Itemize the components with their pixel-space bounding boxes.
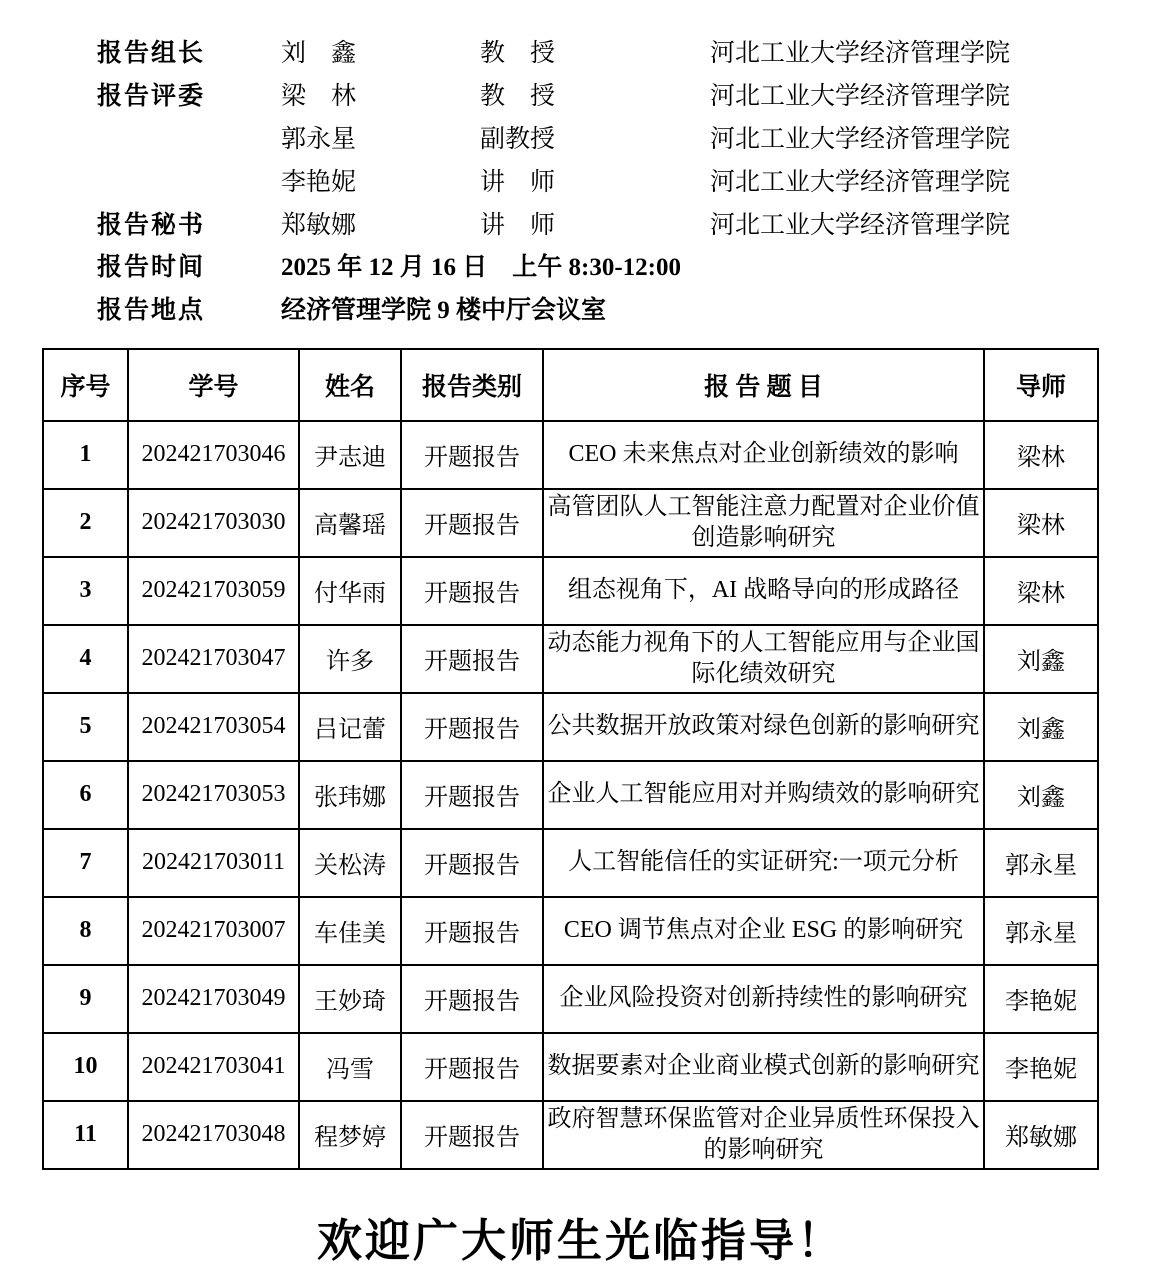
cell-student-id: 202421703046 — [128, 421, 299, 489]
header-report-type: 报告类别 — [401, 349, 543, 421]
cell-no: 4 — [43, 625, 128, 693]
table-row — [43, 625, 1098, 693]
leader-org: 河北工业大学经济管理学院 — [710, 40, 1011, 68]
table-header-row — [43, 349, 1098, 421]
cell-advisor: 刘鑫 — [984, 761, 1098, 829]
cell-advisor: 刘鑫 — [984, 693, 1098, 761]
judge-3-org: 河北工业大学经济管理学院 — [710, 168, 1011, 196]
report-info-block — [97, 30, 1162, 330]
judge-1-name: 梁 林 — [281, 83, 357, 111]
info-row-place — [97, 287, 1162, 330]
cell-name: 王妙琦 — [299, 965, 401, 1033]
cell-no: 7 — [43, 829, 128, 897]
cell-name: 车佳美 — [299, 897, 401, 965]
cell-name: 许多 — [299, 625, 401, 693]
cell-student-id: 202421703049 — [128, 965, 299, 1033]
cell-report-type: 开题报告 — [401, 421, 543, 489]
secretary-name: 郑敏娜 — [281, 211, 357, 239]
header-advisor: 导师 — [984, 349, 1098, 421]
cell-report-type: 开题报告 — [401, 897, 543, 965]
info-row-leader — [97, 30, 1162, 73]
cell-student-id: 202421703047 — [128, 625, 299, 693]
header-no: 序号 — [43, 349, 128, 421]
info-row-time — [97, 244, 1162, 287]
secretary-title: 讲 师 — [480, 211, 556, 239]
cell-name: 关松涛 — [299, 829, 401, 897]
leader-name: 刘 鑫 — [281, 40, 357, 68]
leader-title: 教 授 — [480, 40, 556, 68]
table-row — [43, 965, 1098, 1033]
cell-report-title: CEO 调节焦点对企业 ESG 的影响研究 — [543, 897, 984, 965]
table-row — [43, 761, 1098, 829]
cell-name: 尹志迪 — [299, 421, 401, 489]
report-time-value: 2025 年 12 月 16 日 上午 8:30-12:00 — [281, 254, 681, 282]
judge-3-name: 李艳妮 — [281, 168, 357, 196]
cell-advisor: 梁林 — [984, 489, 1098, 557]
cell-report-type: 开题报告 — [401, 1033, 543, 1101]
cell-student-id: 202421703054 — [128, 693, 299, 761]
judge-1-org: 河北工业大学经济管理学院 — [710, 83, 1011, 111]
cell-report-type: 开题报告 — [401, 761, 543, 829]
cell-student-id: 202421703041 — [128, 1033, 299, 1101]
cell-report-title: 数据要素对企业商业模式创新的影响研究 — [543, 1033, 984, 1101]
table-row — [43, 693, 1098, 761]
cell-student-id: 202421703059 — [128, 557, 299, 625]
cell-report-title: 公共数据开放政策对绿色创新的影响研究 — [543, 693, 984, 761]
table-row — [43, 557, 1098, 625]
cell-advisor: 李艳妮 — [984, 1033, 1098, 1101]
cell-report-title: 高管团队人工智能注意力配置对企业价值创造影响研究 — [543, 489, 984, 557]
info-row-secretary — [97, 201, 1162, 244]
cell-report-title: 政府智慧环保监管对企业异质性环保投入的影响研究 — [543, 1101, 984, 1169]
cell-report-type: 开题报告 — [401, 693, 543, 761]
cell-report-type: 开题报告 — [401, 1101, 543, 1169]
cell-report-type: 开题报告 — [401, 625, 543, 693]
cell-student-id: 202421703007 — [128, 897, 299, 965]
cell-advisor: 郭永星 — [984, 897, 1098, 965]
info-label-leader: 报告组长 — [97, 40, 206, 68]
table-row — [43, 1101, 1098, 1169]
cell-no: 8 — [43, 897, 128, 965]
cell-advisor: 梁林 — [984, 557, 1098, 625]
cell-name: 付华雨 — [299, 557, 401, 625]
cell-no: 2 — [43, 489, 128, 557]
table-row — [43, 1033, 1098, 1101]
secretary-org: 河北工业大学经济管理学院 — [710, 211, 1011, 239]
cell-advisor: 梁林 — [984, 421, 1098, 489]
cell-student-id: 202421703030 — [128, 489, 299, 557]
info-row-judge-2 — [97, 116, 1162, 159]
cell-report-title: 动态能力视角下的人工智能应用与企业国际化绩效研究 — [543, 625, 984, 693]
cell-no: 10 — [43, 1033, 128, 1101]
cell-no: 9 — [43, 965, 128, 1033]
cell-name: 程梦婷 — [299, 1101, 401, 1169]
cell-name: 张玮娜 — [299, 761, 401, 829]
cell-no: 6 — [43, 761, 128, 829]
header-name: 姓名 — [299, 349, 401, 421]
table-row — [43, 897, 1098, 965]
cell-student-id: 202421703011 — [128, 829, 299, 897]
cell-report-title: 企业风险投资对创新持续性的影响研究 — [543, 965, 984, 1033]
info-row-judge-1 — [97, 73, 1162, 116]
cell-advisor: 郭永星 — [984, 829, 1098, 897]
info-label-judges: 报告评委 — [97, 83, 206, 111]
judge-1-title: 教 授 — [480, 83, 556, 111]
cell-advisor: 李艳妮 — [984, 965, 1098, 1033]
judge-3-title: 讲 师 — [480, 168, 556, 196]
cell-report-type: 开题报告 — [401, 965, 543, 1033]
cell-no: 3 — [43, 557, 128, 625]
table-row — [43, 489, 1098, 557]
header-student-id: 学号 — [128, 349, 299, 421]
judge-2-name: 郭永星 — [281, 125, 357, 153]
welcome-message: 欢迎广大师生光临指导！ — [316, 1215, 845, 1266]
table-row — [43, 829, 1098, 897]
cell-report-title: CEO 未来焦点对企业创新绩效的影响 — [543, 421, 984, 489]
cell-report-title: 企业人工智能应用对并购绩效的影响研究 — [543, 761, 984, 829]
report-place-value: 经济管理学院 9 楼中厅会议室 — [281, 297, 607, 325]
info-row-judge-3 — [97, 158, 1162, 201]
cell-student-id: 202421703053 — [128, 761, 299, 829]
cell-name: 高馨瑶 — [299, 489, 401, 557]
cell-advisor: 郑敏娜 — [984, 1101, 1098, 1169]
cell-name: 冯雪 — [299, 1033, 401, 1101]
info-label-time: 报告时间 — [97, 254, 206, 282]
cell-report-title: 组态视角下，AI 战略导向的形成路径 — [543, 557, 984, 625]
cell-report-type: 开题报告 — [401, 489, 543, 557]
judge-2-org: 河北工业大学经济管理学院 — [710, 125, 1011, 153]
report-schedule-table — [42, 348, 1099, 1170]
table-row — [43, 421, 1098, 489]
cell-no: 5 — [43, 693, 128, 761]
info-label-place: 报告地点 — [97, 297, 206, 325]
judge-2-title: 副教授 — [480, 125, 556, 153]
cell-report-type: 开题报告 — [401, 829, 543, 897]
header-report-title: 报 告 题 目 — [543, 349, 984, 421]
cell-report-title: 人工智能信任的实证研究:一项元分析 — [543, 829, 984, 897]
cell-report-type: 开题报告 — [401, 557, 543, 625]
info-label-secretary: 报告秘书 — [97, 211, 206, 239]
cell-advisor: 刘鑫 — [984, 625, 1098, 693]
cell-student-id: 202421703048 — [128, 1101, 299, 1169]
cell-name: 吕记蕾 — [299, 693, 401, 761]
cell-no: 1 — [43, 421, 128, 489]
cell-no: 11 — [43, 1101, 128, 1169]
